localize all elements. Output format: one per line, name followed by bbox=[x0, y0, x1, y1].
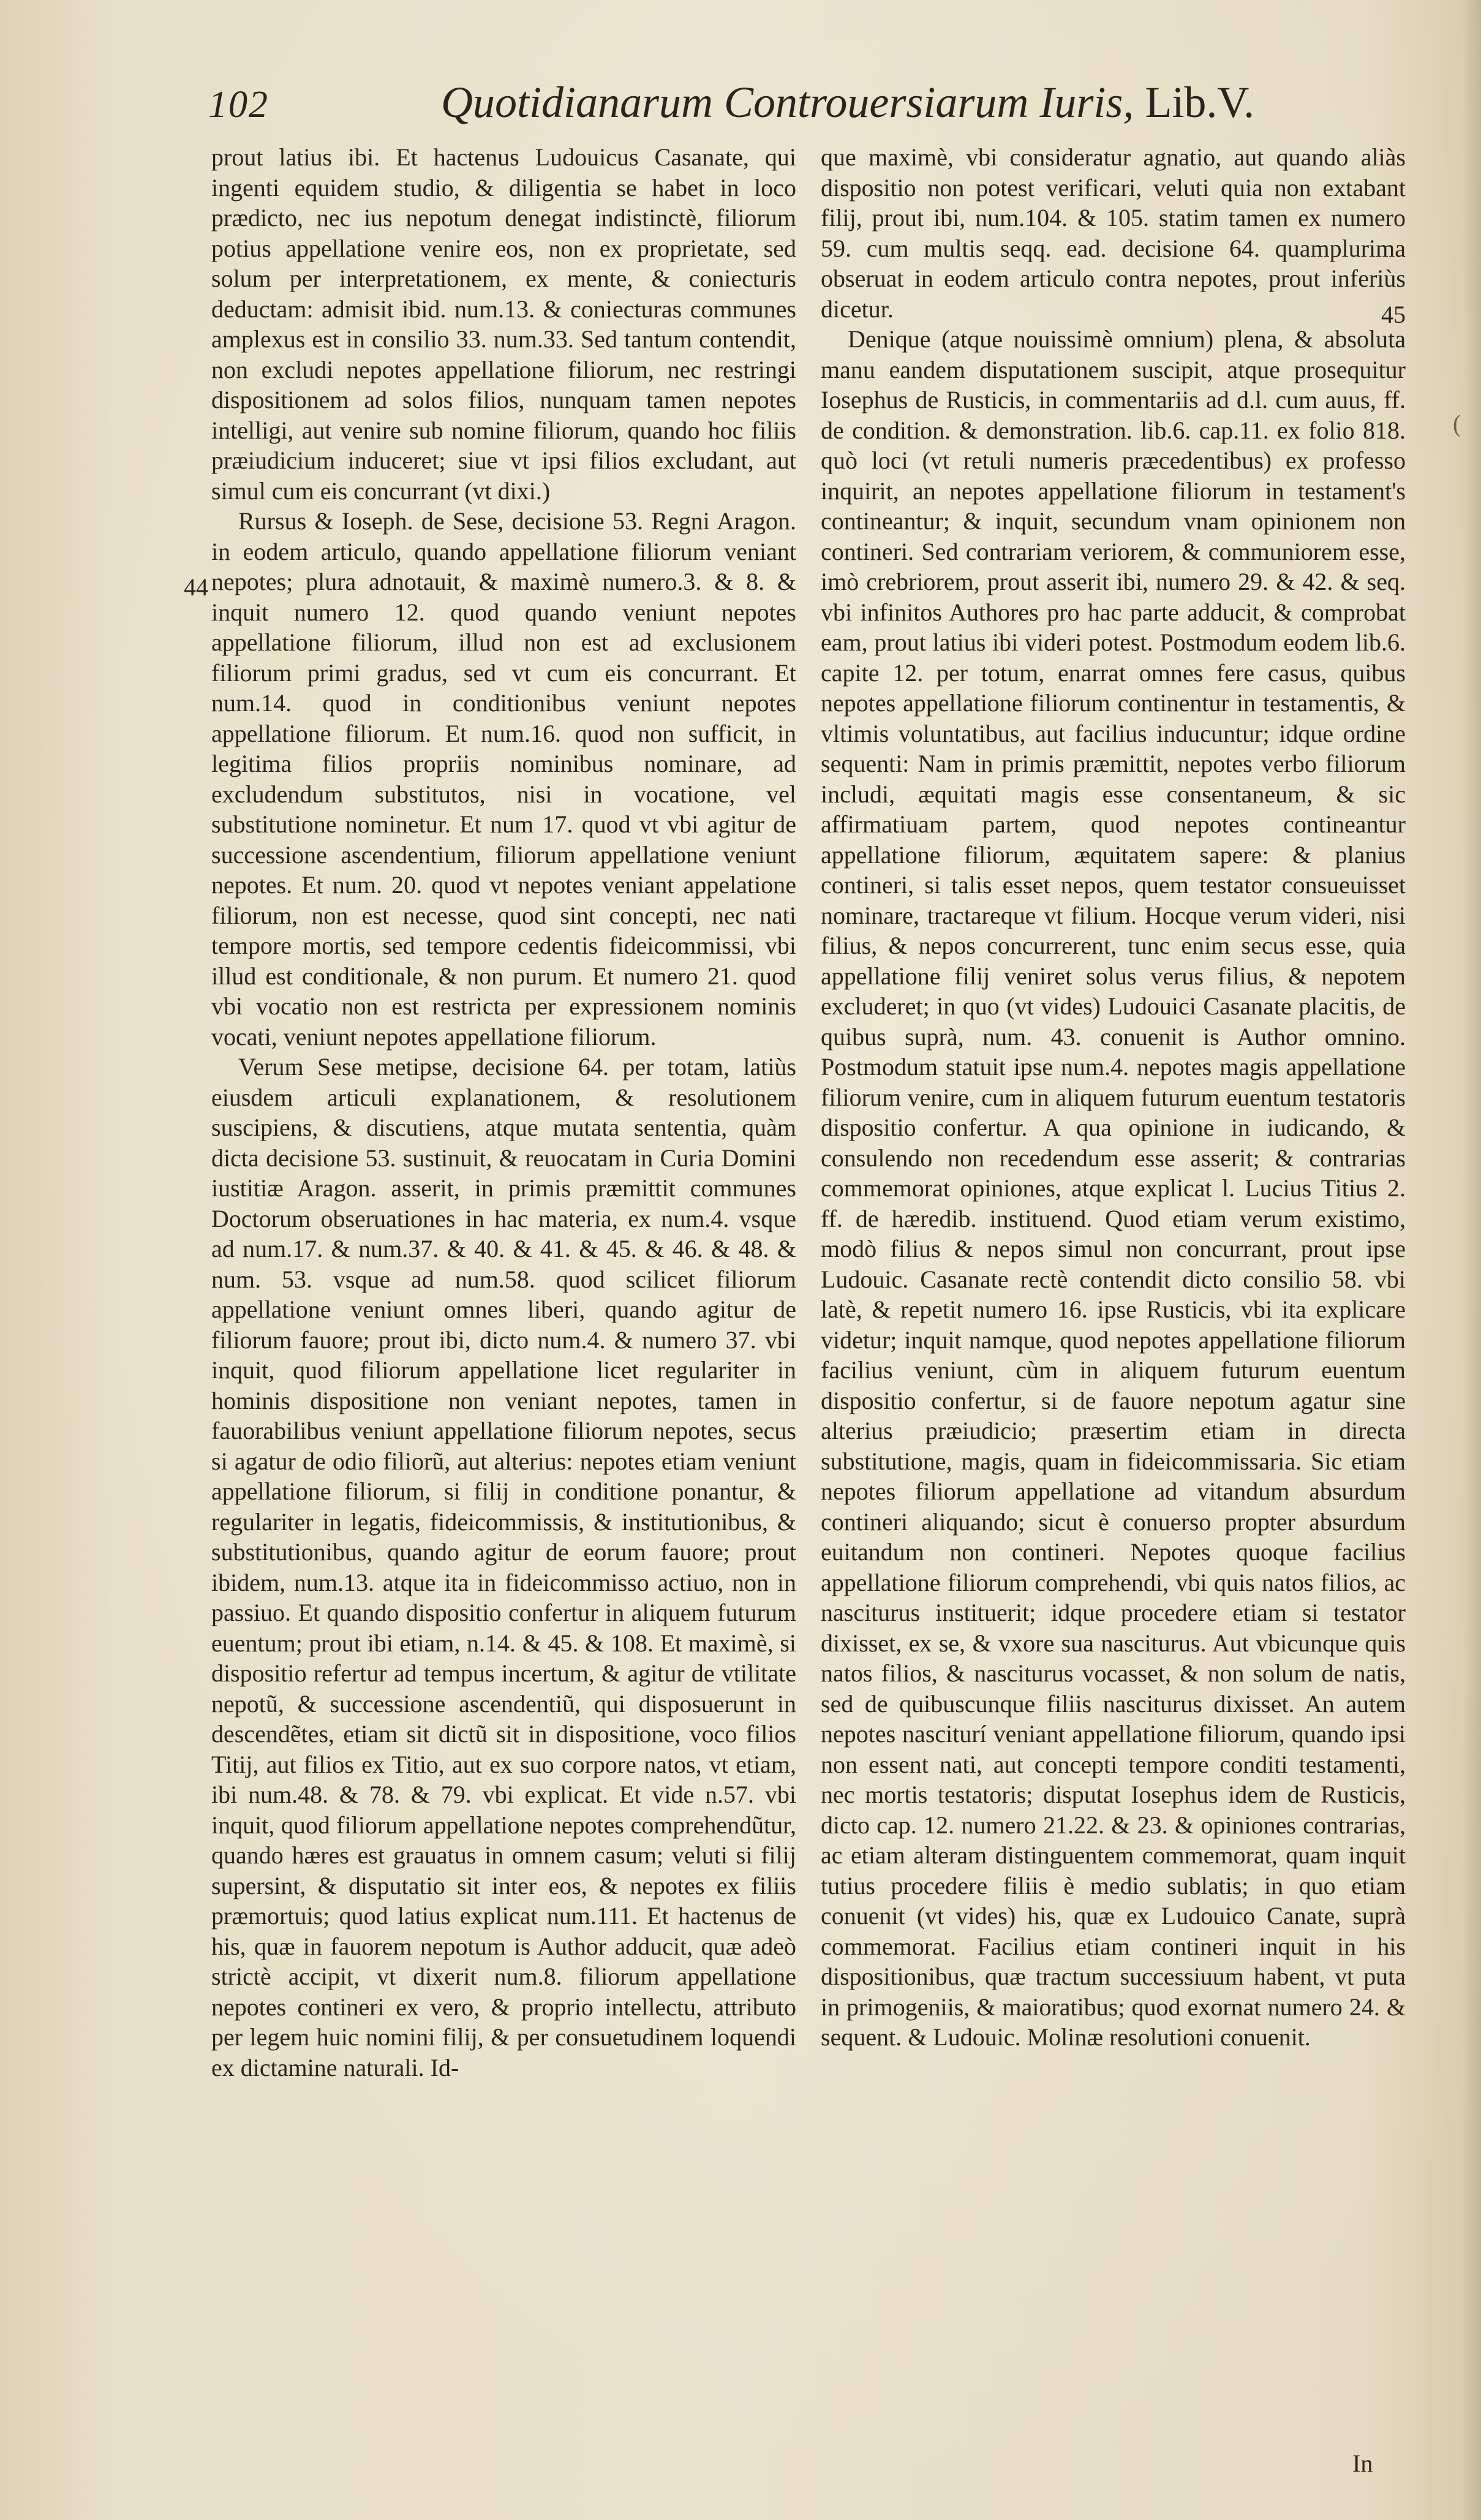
margin-number-left: 44 bbox=[184, 573, 208, 601]
paragraph: prout latius ibi. Et hactenus Ludouicus Casanate, qui ingenti equidem studio, & diligentia se habet in loco prædicto, nec ius nepotum denegat indistinctè, filiorum potius appellatione venire eos, non ex proprietate, sed solum per interpretationem, ex mente, & coniecturis deductam: admisit ibid. num.13. & coniecturas communes amplexus est in consilio 33. num.33. Sed tantum contendit, non excludi nepotes appellatione filiorum, nec restringi dispositionem ad solos filios, nunquam tamen nepotes intelligi, aut venire sub nomine filiorum, quando hoc filiis præiudicium induceret; siue vt ipsi filios excludant, aut simul cum eis concurrant (vt dixi.) bbox=[211, 143, 796, 505]
running-title-italic: Quotidianarum Controuersiarum Iuris, bbox=[441, 78, 1134, 127]
running-title bbox=[441, 77, 1254, 128]
catchword: In bbox=[1352, 2450, 1373, 2477]
paragraph: Rursus & Ioseph. de Sese, decisione 53. Regni Aragon. in eodem articulo, quando appellatione filiorum veniant nepotes; plura adnotauit, & maximè numero.3. & 8. & inquit numero 12. quod quando veniunt nepotes appellatione filiorum, illud non est ad exclusionem filiorum primi gradus, sed vt cum eis concurrant. Et num.14. quod in conditionibus veniunt nepotes appellatione filiorum. Et num.16. quod non sufficit, in legitima filios propriis nominibus nominare, ad excludendum substitutos, nisi in vocatione, vel substitutione nominetur. Et num 17. quod vt vbi agitur de successione ascendentium, filiorum appellatione veniunt nepotes. Et num. 20. quod vt nepotes veniant appelatione filiorum, non est necesse, quod sint concepti, nec nati tempore mortis, sed tempore cedentis fideicommissi, vbi illud est conditionale, & non purum. Et numero 21. quod vbi vocatio non est restricta per expressionem nominis vocati, veniunt nepotes appellatione filiorum. bbox=[211, 507, 796, 1051]
page-header bbox=[208, 72, 1255, 127]
stray-margin-mark: ( bbox=[1453, 410, 1461, 437]
folio-number: 102 bbox=[208, 84, 269, 126]
paragraph: Verum Sese metipse, decisione 64. per totam, latiùs eiusdem articuli explanationem, & resolutionem suscipiens, & discutiens, atque mutata sententia, quàm dicta decisione 53. sustinuit, & reuocatam in Curia Domini iustitiæ Aragon. asserit, in primis præmittit communes Doctorum obseruationes in hac materia, ex num.4. vsque ad num.17. & num.37. & 40. & 41. & 45. & 46. & 48. & num. 53. vsque ad num.58. quod scilicet filiorum appellatione veniunt omnes liberi, quando agitur de filiorum fauore; prout ibi, dicto num.4. & numero 37. vbi inquit, quod filiorum appellatione licet regulariter in hominis dispositione non veniant nepotes, tamen in fauorabilibus veniunt appellatione filiorum nepotes, secus si agatur de odio filiorũ, aut alterius: nepotes etiam veniunt appellatione filiorum, si filij in conditione ponantur, & regulariter in legatis, fideicommissis, & institutionibus, & substitutionibus, quando agitur de eorum fauore; prout ibidem, num.13. atque ita in fideicommisso actiuo, non in passiuo. Et quando dispositio confertur in aliquem futurum euentum; prout ibi etiam, n.14. & 45. & 108. Et maximè, si dispositio refertur ad tempus incertum, & agitur de vtilitate nepotũ, & successione ascendentiũ, qui disposuerunt in descendẽtes, etiam sit dictũ sit in dispositione, voco filios Titij, aut filios ex Titio, aut ex suo corpore natos, vt etiam, ibi num.48. & 78. & 79. vbi explicat. Et vide n.57. vbi inquit, quod filiorum appellatione nepotes comprehendũtur, quando hæres est grauatus in omnem casum; veluti si filij supersint, & disputatio sit inter eos, & nepotes ex filiis præmortuis; quod latius explicat num.111. Et hactenus de his, quæ in fauorem nepotum is Author adducit, quæ adeò strictè accipit, vt dixerit num.8. filiorum appellatione nepotes contineri ex vero, & proprio intellectu, attributo per legem huic nomini filij, & per consuetudinem loquendi ex dictamine naturali. Id- bbox=[211, 1053, 796, 2081]
left-column bbox=[211, 142, 796, 2083]
paragraph: Denique (atque nouissimè omnium) plena, & absoluta manu eandem disputationem suscipit, atque prosequitur Iosephus de Rusticis, in commentariis ad d.l. cum auus, ff. de condition. & demonstration. lib.6. cap.11. ex folio 818. quò loci (vt retuli numeris præcedentibus) ex professo inquirit, an nepotes appellatione filiorum in testament's contineantur; & inquit, secundum vnam opinionem non contineri. Sed contrariam veriorem, & communiorem esse, imò crebriorem, prout asserit ibi, numero 29. & 42. & seq. vbi infinitos Authores pro hac parte adducit, & comprobat eam, prout latius ibi videri potest. Postmodum eodem lib.6. capite 12. per totum, enarrat omnes fere casus, quibus nepotes appellatione filiorum continentur in testamentis, & vltimis voluntatibus, aut facilius inducuntur; idque ordine sequenti: Nam in primis præmittit, nepotes verbo filiorum includi, æquitati magis esse consentaneum, & sic affirmatiuam partem, quod nepotes contineantur appellatione filiorum, æquitatem sapere: & planius contineri, si talis esset nepos, quem testator consueuisset nominare, tractareque vt filium. Hocque verum videri, nisi filius, & nepos concurrerent, tunc enim secus esse, quia appellatione filij veniret solus verus filius, & nepotem excluderet; in quo (vt vides) Ludouici Casanate placitis, de quibus suprà, num. 43. conuenit is Author omnino. Postmodum statuit ipse num.4. nepotes magis appellatione filiorum venire, cum in aliquem futurum euentum testatoris dispositio confertur. A qua opinione in iudicando, & consulendo non recedendum esse asserit; & contrarias commemorat opiniones, atque explicat l. Lucius Titius 2. ff. de hæredib. instituend. Quod etiam verum existimo, modò filius & nepos simul non concurrant, prout ipse Ludouic. Casanate rectè contendit dicto consilio 58. vbi latè, & repetit numero 16. ipse Rusticis, vbi ita explicare videtur; inquit namque, quod nepotes appellatione filiorum facilius veniunt, cùm in aliquem futurum euentum dispositio confertur, si de fauore nepotum agatur sine alterius præiudicio; præsertim etiam in directa substitutione, magis, quam in fideicommissaria. Sic etiam nepotes filiorum appellatione ad vitandum absurdum contineri aliquando; sicut è conuerso propter absurdum euitandum non contineri. Nepotes quoque facilius appellatione filiorum comprehendi, vbi quis natos filios, ac nasciturus instituerit; idque procedere etiam si testator dixisset, ex se, & vxore sua nasciturus. Aut vbicunque quis natos filios, & nasciturus vocasset, & non solum de natis, sed de quibuscunque filiis nasciturus dixisset. An autem nepotes nasciturí veniant appellatione filiorum, quando ipsi non essent nati, aut concepti tempore conditi testamenti, nec mortis testatoris; disputat Iosephus idem de Rusticis, dicto cap. 12. numero 21.22. & 23. & opiniones contrarias, ac etiam alteram distinguentem commemorat, quam inquit tutius procedere filiis è medio sublatis; in quo etiam conuenit (vt vides) his, quæ ex Ludouico Canate, suprà commemorat. Facilius etiam contineri inquit in his dispositionibus, quæ tractum successiuum habent, vt puta in primogeniis, & maioratibus; quod exornat numero 24. & sequent. & Ludouic. Molinæ resolutioni conuenit. bbox=[821, 325, 1406, 2051]
right-column bbox=[821, 142, 1406, 2053]
margin-number-right: 45 bbox=[1381, 301, 1406, 328]
page-edge-shadow bbox=[1463, 0, 1481, 2520]
paragraph: que maximè, vbi consideratur agnatio, aut quando aliàs dispositio non potest verificari, veluti quia non extabant filij, prout ibi, num.104. & 105. statim tamen ex numero 59. cum multis seqq. ead. decisione 64. quamplurima obseruat in eodem articulo contra nepotes, prout inferiùs dicetur. bbox=[821, 143, 1406, 323]
running-title-book: Lib.V. bbox=[1134, 78, 1255, 127]
